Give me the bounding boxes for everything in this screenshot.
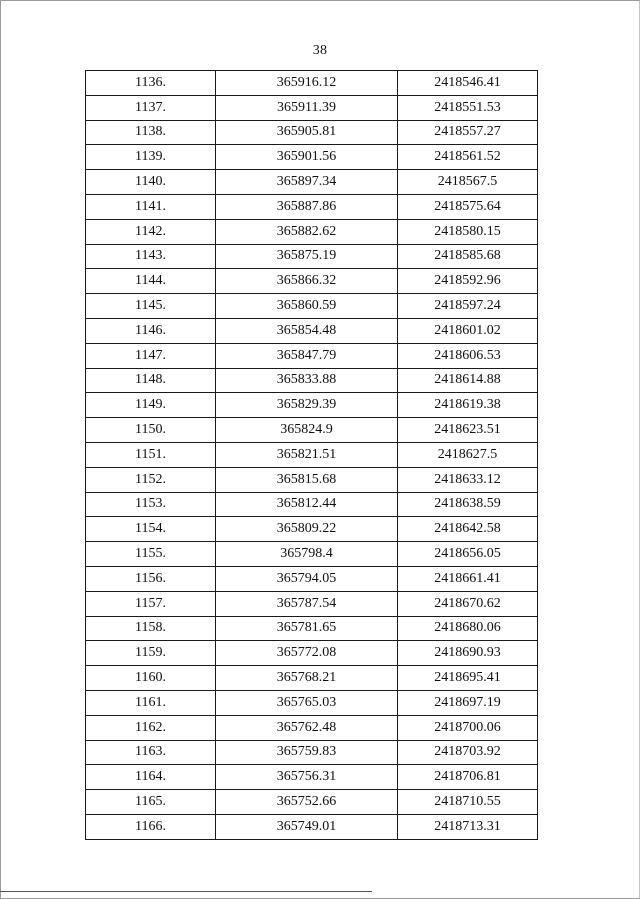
x-coordinate-cell: 365781.65 <box>216 616 398 641</box>
x-coordinate-cell: 365794.05 <box>216 566 398 591</box>
x-coordinate-cell: 365756.31 <box>216 765 398 790</box>
table-row <box>86 269 538 294</box>
point-number-cell: 1157. <box>86 591 216 616</box>
point-number-cell: 1136. <box>86 71 216 96</box>
x-coordinate-cell: 365875.19 <box>216 244 398 269</box>
point-number-cell: 1145. <box>86 294 216 319</box>
point-number-cell: 1159. <box>86 641 216 666</box>
x-coordinate-cell: 365866.32 <box>216 269 398 294</box>
x-coordinate-cell: 365897.34 <box>216 170 398 195</box>
x-coordinate-cell: 365809.22 <box>216 517 398 542</box>
y-coordinate-cell: 2418597.24 <box>398 294 538 319</box>
point-number-cell: 1165. <box>86 790 216 815</box>
point-number-cell: 1138. <box>86 120 216 145</box>
x-coordinate-cell: 365812.44 <box>216 492 398 517</box>
point-number-cell: 1141. <box>86 194 216 219</box>
x-coordinate-cell: 365772.08 <box>216 641 398 666</box>
coordinates-table <box>85 70 538 840</box>
point-number-cell: 1156. <box>86 566 216 591</box>
point-number-cell: 1153. <box>86 492 216 517</box>
y-coordinate-cell: 2418557.27 <box>398 120 538 145</box>
table-row <box>86 467 538 492</box>
x-coordinate-cell: 365752.66 <box>216 790 398 815</box>
point-number-cell: 1154. <box>86 517 216 542</box>
x-coordinate-cell: 365798.4 <box>216 542 398 567</box>
x-coordinate-cell: 365860.59 <box>216 294 398 319</box>
y-coordinate-cell: 2418690.93 <box>398 641 538 666</box>
x-coordinate-cell: 365829.39 <box>216 393 398 418</box>
y-coordinate-cell: 2418703.92 <box>398 740 538 765</box>
table-row <box>86 542 538 567</box>
table-row <box>86 517 538 542</box>
table-row <box>86 95 538 120</box>
y-coordinate-cell: 2418567.5 <box>398 170 538 195</box>
x-coordinate-cell: 365824.9 <box>216 418 398 443</box>
table-row <box>86 393 538 418</box>
point-number-cell: 1144. <box>86 269 216 294</box>
y-coordinate-cell: 2418638.59 <box>398 492 538 517</box>
point-number-cell: 1146. <box>86 318 216 343</box>
y-coordinate-cell: 2418713.31 <box>398 814 538 839</box>
point-number-cell: 1148. <box>86 368 216 393</box>
table-row <box>86 740 538 765</box>
point-number-cell: 1166. <box>86 814 216 839</box>
point-number-cell: 1139. <box>86 145 216 170</box>
table-row <box>86 71 538 96</box>
page-number: 38 <box>312 43 328 58</box>
table-row <box>86 690 538 715</box>
y-coordinate-cell: 2418633.12 <box>398 467 538 492</box>
bottom-rule <box>0 891 372 892</box>
table-row <box>86 418 538 443</box>
table-row <box>86 294 538 319</box>
point-number-cell: 1162. <box>86 715 216 740</box>
coordinates-table-body <box>86 71 538 840</box>
x-coordinate-cell: 365749.01 <box>216 814 398 839</box>
y-coordinate-cell: 2418710.55 <box>398 790 538 815</box>
table-row <box>86 814 538 839</box>
point-number-cell: 1155. <box>86 542 216 567</box>
x-coordinate-cell: 365815.68 <box>216 467 398 492</box>
y-coordinate-cell: 2418697.19 <box>398 690 538 715</box>
x-coordinate-cell: 365847.79 <box>216 343 398 368</box>
table-row <box>86 566 538 591</box>
y-coordinate-cell: 2418700.06 <box>398 715 538 740</box>
y-coordinate-cell: 2418670.62 <box>398 591 538 616</box>
x-coordinate-cell: 365911.39 <box>216 95 398 120</box>
table-row <box>86 666 538 691</box>
y-coordinate-cell: 2418585.68 <box>398 244 538 269</box>
point-number-cell: 1160. <box>86 666 216 691</box>
table-row <box>86 790 538 815</box>
x-coordinate-cell: 365916.12 <box>216 71 398 96</box>
point-number-cell: 1163. <box>86 740 216 765</box>
y-coordinate-cell: 2418695.41 <box>398 666 538 691</box>
point-number-cell: 1143. <box>86 244 216 269</box>
table-row <box>86 194 538 219</box>
y-coordinate-cell: 2418606.53 <box>398 343 538 368</box>
x-coordinate-cell: 365882.62 <box>216 219 398 244</box>
x-coordinate-cell: 365833.88 <box>216 368 398 393</box>
x-coordinate-cell: 365768.21 <box>216 666 398 691</box>
x-coordinate-cell: 365762.48 <box>216 715 398 740</box>
table-row <box>86 145 538 170</box>
x-coordinate-cell: 365905.81 <box>216 120 398 145</box>
y-coordinate-cell: 2418546.41 <box>398 71 538 96</box>
y-coordinate-cell: 2418627.5 <box>398 442 538 467</box>
y-coordinate-cell: 2418575.64 <box>398 194 538 219</box>
y-coordinate-cell: 2418619.38 <box>398 393 538 418</box>
x-coordinate-cell: 365887.86 <box>216 194 398 219</box>
point-number-cell: 1164. <box>86 765 216 790</box>
table-row <box>86 591 538 616</box>
y-coordinate-cell: 2418656.05 <box>398 542 538 567</box>
x-coordinate-cell: 365901.56 <box>216 145 398 170</box>
y-coordinate-cell: 2418661.41 <box>398 566 538 591</box>
y-coordinate-cell: 2418680.06 <box>398 616 538 641</box>
point-number-cell: 1161. <box>86 690 216 715</box>
table-row <box>86 318 538 343</box>
point-number-cell: 1140. <box>86 170 216 195</box>
point-number-cell: 1151. <box>86 442 216 467</box>
y-coordinate-cell: 2418592.96 <box>398 269 538 294</box>
y-coordinate-cell: 2418614.88 <box>398 368 538 393</box>
x-coordinate-cell: 365759.83 <box>216 740 398 765</box>
y-coordinate-cell: 2418580.15 <box>398 219 538 244</box>
table-row <box>86 368 538 393</box>
point-number-cell: 1149. <box>86 393 216 418</box>
table-row <box>86 765 538 790</box>
table-row <box>86 219 538 244</box>
x-coordinate-cell: 365854.48 <box>216 318 398 343</box>
point-number-cell: 1147. <box>86 343 216 368</box>
table-row <box>86 641 538 666</box>
point-number-cell: 1158. <box>86 616 216 641</box>
point-number-cell: 1152. <box>86 467 216 492</box>
table-row <box>86 244 538 269</box>
point-number-cell: 1137. <box>86 95 216 120</box>
table-row <box>86 442 538 467</box>
y-coordinate-cell: 2418551.53 <box>398 95 538 120</box>
x-coordinate-cell: 365821.51 <box>216 442 398 467</box>
table-row <box>86 120 538 145</box>
x-coordinate-cell: 365787.54 <box>216 591 398 616</box>
point-number-cell: 1150. <box>86 418 216 443</box>
y-coordinate-cell: 2418623.51 <box>398 418 538 443</box>
x-coordinate-cell: 365765.03 <box>216 690 398 715</box>
point-number-cell: 1142. <box>86 219 216 244</box>
table-row <box>86 616 538 641</box>
table-row <box>86 343 538 368</box>
table-row <box>86 492 538 517</box>
y-coordinate-cell: 2418642.58 <box>398 517 538 542</box>
y-coordinate-cell: 2418706.81 <box>398 765 538 790</box>
table-row <box>86 170 538 195</box>
y-coordinate-cell: 2418561.52 <box>398 145 538 170</box>
y-coordinate-cell: 2418601.02 <box>398 318 538 343</box>
table-row <box>86 715 538 740</box>
